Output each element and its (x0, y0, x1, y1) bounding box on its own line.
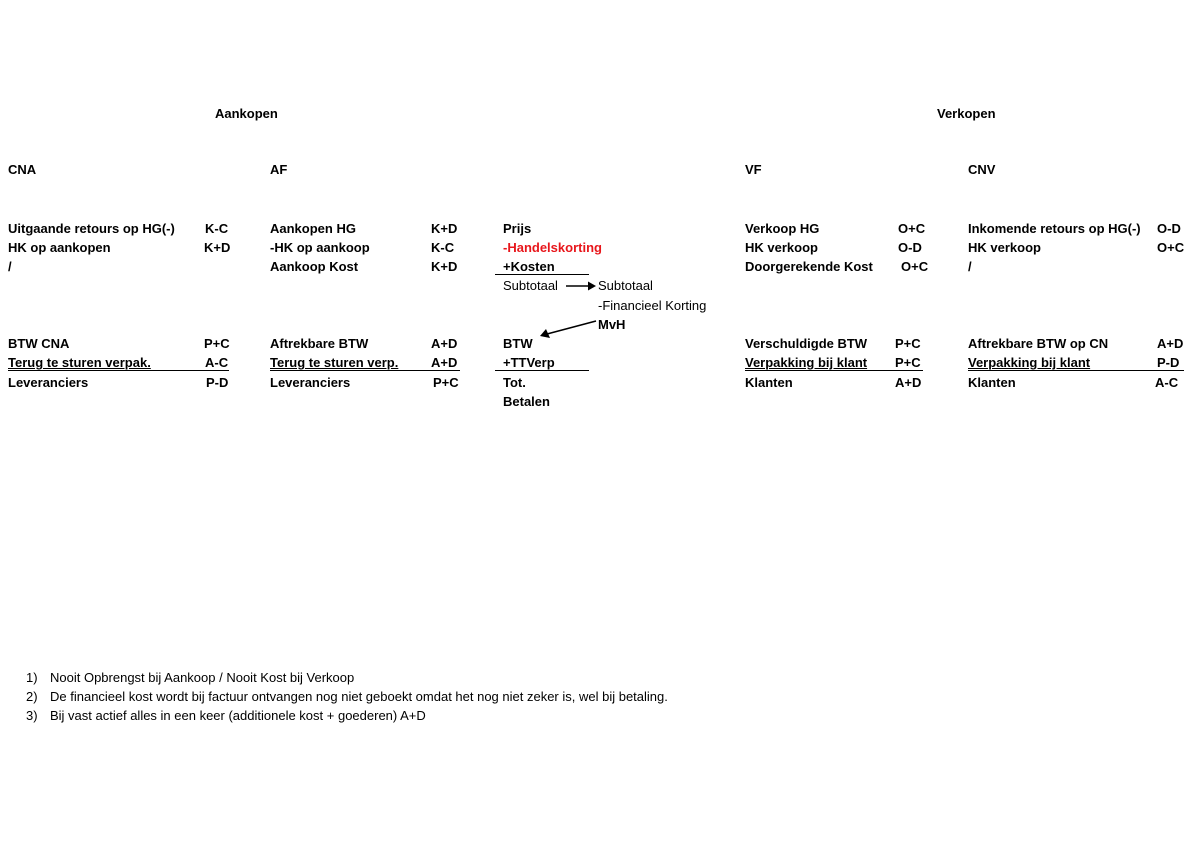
cnv-bottom-code: A+D (1157, 336, 1184, 351)
af-bottom-code: A+D (431, 336, 458, 351)
cnv-row-label: Inkomende retours op HG(-) (968, 221, 1141, 236)
cna-bottom-code: P+C (204, 336, 230, 351)
header-aankopen: Aankopen (215, 106, 278, 121)
calc-handelskorting: -Handelskorting (503, 240, 602, 255)
calc-financieel-korting: -Financieel Korting (598, 298, 707, 313)
cnv-row-code: O-D (1157, 221, 1181, 236)
af-row-label: -HK op aankoop (270, 240, 370, 255)
calc-btw: BTW (503, 336, 533, 351)
list-item (26, 687, 668, 706)
cnv-total-line (968, 370, 1184, 371)
af-bottom-code: P+C (433, 375, 459, 390)
cna-bottom-label: Terug te sturen verpak. (8, 355, 151, 370)
calc-betalen: Betalen (503, 394, 550, 409)
cna-row-label: / (8, 259, 12, 274)
calc-subtotaal: Subtotaal (503, 278, 558, 293)
vf-total-line (745, 370, 923, 371)
vf-bottom-code: P+C (895, 336, 921, 351)
vf-row-code: O+C (898, 221, 926, 236)
note-text: De financieel kost wordt bij factuur ontvangen nog niet geboekt omdat het nog niet zeker is, wel bij betaling. (50, 689, 668, 704)
calc-subtotal-line (495, 274, 589, 275)
cnv-bottom-code: A-C (1155, 375, 1179, 390)
cnv-title: CNV (968, 162, 996, 177)
cna-row-code: K+D (204, 240, 231, 255)
cnv-row-code: O+C (1157, 240, 1185, 255)
af-bottom-code: A+D (431, 355, 458, 370)
arrow-down-left-icon (538, 318, 598, 340)
vf-row-code: O+C (901, 259, 929, 274)
af-title: AF (270, 162, 288, 177)
list-item (26, 706, 668, 725)
calc-prijs: Prijs (503, 221, 532, 236)
calc-total-line (495, 370, 589, 371)
note-text: Bij vast actief alles in een keer (additionele kost + goederen) A+D (50, 708, 426, 723)
af-bottom-label: Aftrekbare BTW (270, 336, 369, 351)
arrow-right-icon (566, 280, 596, 292)
af-bottom-label: Terug te sturen verp. (270, 355, 399, 370)
note-number: 2) (26, 689, 38, 704)
calc-tot: Tot. (503, 375, 526, 390)
cna-bottom-label: BTW CNA (8, 336, 70, 351)
vf-bottom-code: P+C (895, 355, 921, 370)
af-row-label: Aankoop Kost (270, 259, 359, 274)
af-row-code: K+D (431, 259, 458, 274)
note-number: 1) (26, 670, 38, 685)
cna-total-line (8, 370, 229, 371)
af-row-code: K-C (431, 240, 455, 255)
calc-kosten: +Kosten (503, 259, 555, 274)
cnv-bottom-label: Aftrekbare BTW op CN (968, 336, 1109, 351)
calc-mvh: MvH (598, 317, 626, 332)
calc-ttverp: +TTVerp (503, 355, 555, 370)
note-number: 3) (26, 708, 38, 723)
cna-bottom-code: P-D (206, 375, 229, 390)
vf-bottom-label: Verpakking bij klant (745, 355, 868, 370)
cna-row-label: Uitgaande retours op HG(-) (8, 221, 175, 236)
list-item (26, 668, 668, 687)
cna-bottom-code: A-C (205, 355, 229, 370)
af-row-code: K+D (431, 221, 458, 236)
cnv-row-label: HK verkoop (968, 240, 1041, 255)
vf-title: VF (745, 162, 762, 177)
vf-bottom-label: Klanten (745, 375, 793, 390)
calc-subtotaal-2: Subtotaal (598, 278, 653, 293)
cnv-bottom-label: Verpakking bij klant (968, 355, 1091, 370)
header-verkopen: Verkopen (937, 106, 996, 121)
cnv-row-label: / (968, 259, 972, 274)
note-text: Nooit Opbrengst bij Aankoop / Nooit Kost bij Verkoop (50, 670, 355, 685)
vf-row-label: Doorgerekende Kost (745, 259, 873, 274)
cnv-bottom-code: P-D (1157, 355, 1180, 370)
cna-title: CNA (8, 162, 37, 177)
vf-row-code: O-D (898, 240, 922, 255)
notes-list (26, 668, 668, 725)
vf-bottom-label: Verschuldigde BTW (745, 336, 868, 351)
vf-row-label: Verkoop HG (745, 221, 820, 236)
cna-bottom-label: Leveranciers (8, 375, 89, 390)
af-total-line (270, 370, 460, 371)
cnv-bottom-label: Klanten (968, 375, 1016, 390)
vf-row-label: HK verkoop (745, 240, 818, 255)
cna-row-label: HK op aankopen (8, 240, 111, 255)
af-bottom-label: Leveranciers (270, 375, 351, 390)
vf-bottom-code: A+D (895, 375, 922, 390)
af-row-label: Aankopen HG (270, 221, 356, 236)
cna-row-code: K-C (205, 221, 229, 236)
